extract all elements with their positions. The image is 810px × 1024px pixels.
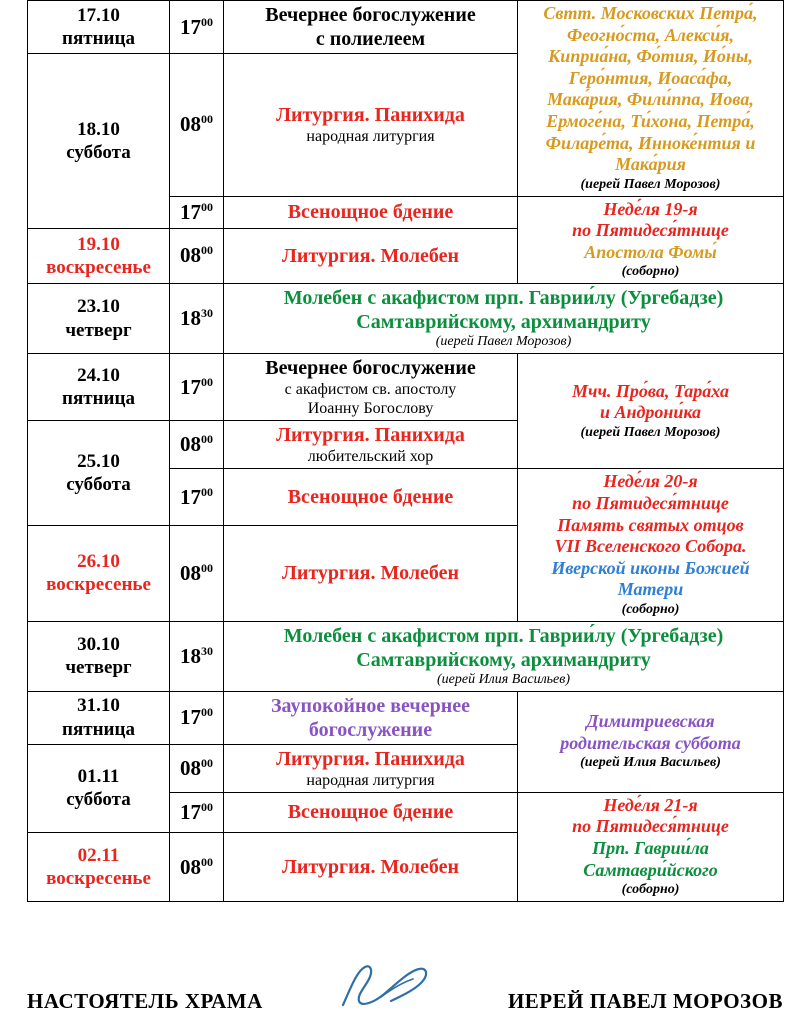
service-cell	[224, 1, 518, 54]
note-line: Неде́ля 20-я	[603, 471, 698, 492]
service-line: Молебен с акафистом прп. Гаврии́лу (Ургебадзе)	[283, 287, 724, 310]
time-minutes: 30	[201, 306, 213, 321]
note-cell	[518, 469, 784, 621]
service-line: народная литургия	[306, 771, 435, 789]
date-day: 01.11	[77, 766, 120, 788]
note-line: Мака́рия, Фили́ппа, Иова,	[547, 89, 754, 110]
service-cell	[224, 691, 518, 744]
time-minutes: 00	[201, 112, 213, 127]
service-line: Литургия. Молебен	[281, 562, 460, 585]
date-cell	[28, 421, 170, 525]
time-cell	[170, 525, 224, 621]
date-weekday: пятница	[62, 718, 135, 740]
date-weekday: суббота	[66, 789, 131, 811]
time-minutes: 00	[201, 560, 213, 575]
service-cell	[224, 353, 518, 420]
service-line: Иоанну Богослову	[307, 400, 434, 418]
service-line: любительский хор	[307, 448, 434, 466]
date-weekday: пятница	[62, 28, 135, 49]
footer	[0, 962, 810, 1018]
time-cell	[170, 228, 224, 283]
service-line: Самтаврийскому, архимандриту	[356, 311, 651, 334]
note-footnote: (соборно)	[621, 602, 680, 618]
time-minutes: 00	[201, 484, 213, 499]
time-hours: 17	[180, 484, 201, 509]
service-cell	[224, 228, 518, 283]
service-line: народная литургия	[306, 128, 435, 146]
date-day: 25.10	[77, 450, 120, 472]
service-line: Литургия. Молебен	[281, 856, 460, 879]
service-line: Всенощное бдение	[287, 201, 454, 224]
time-cell	[170, 1, 224, 54]
service-cell	[224, 833, 518, 902]
note-line: по Пятидеся́тнице	[572, 220, 729, 241]
time-minutes: 00	[201, 432, 213, 447]
date-weekday: воскресенье	[46, 256, 151, 278]
time-cell	[170, 54, 224, 197]
date-day: 02.11	[77, 844, 120, 866]
service-line: Молебен с акафистом прп. Гаврии́лу (Ургебадзе)	[283, 624, 724, 647]
date-cell	[28, 228, 170, 283]
service-cell	[224, 284, 784, 354]
note-line: и Андрони́ка	[599, 402, 702, 423]
service-schedule-table	[27, 0, 784, 902]
date-weekday: воскресенье	[46, 868, 151, 890]
time-cell	[170, 691, 224, 744]
time-minutes: 30	[201, 643, 213, 658]
note-line: Самтаври́йского	[583, 859, 718, 880]
note-footnote: (соборно)	[621, 882, 680, 898]
note-line: Геро́нтия, Иоаса́фа,	[568, 67, 733, 88]
service-line: с полиелеем	[315, 28, 426, 50]
time-cell	[170, 792, 224, 832]
time-hours: 17	[180, 199, 201, 224]
service-line: Вечернее богослужение	[265, 356, 476, 379]
date-weekday: четверг	[65, 319, 132, 341]
table-row	[28, 1, 784, 54]
time-cell	[170, 196, 224, 228]
note-line: родительская суббота	[560, 732, 741, 753]
date-day: 19.10	[77, 233, 120, 255]
date-cell	[28, 353, 170, 420]
date-day: 17.10	[77, 4, 120, 26]
note-line: по Пятидеся́тнице	[572, 816, 729, 837]
date-day: 24.10	[77, 364, 120, 386]
note-cell	[518, 353, 784, 469]
date-weekday: воскресенье	[46, 574, 151, 596]
note-line: Иверской иконы Божией	[551, 557, 750, 578]
time-minutes: 00	[201, 799, 213, 814]
date-day: 26.10	[77, 551, 120, 573]
service-line: Заупокойное вечернее	[271, 694, 470, 717]
service-line: (иерей Илия Васильев)	[436, 671, 570, 687]
service-line: Литургия. Панихида	[276, 104, 465, 127]
time-hours: 17	[180, 705, 201, 730]
time-hours: 08	[180, 854, 201, 879]
note-footnote: (иерей Павел Морозов)	[580, 176, 721, 192]
table-row	[28, 284, 784, 354]
time-hours: 08	[180, 432, 201, 457]
time-hours: 18	[180, 643, 201, 668]
date-weekday: пятница	[62, 388, 135, 410]
note-footnote: (соборно)	[621, 264, 680, 280]
time-minutes: 00	[201, 705, 213, 720]
date-cell	[28, 691, 170, 744]
service-line: Литургия. Молебен	[281, 244, 460, 267]
date-cell	[28, 833, 170, 902]
service-line: Литургия. Панихида	[276, 747, 465, 770]
service-cell	[224, 469, 518, 525]
time-minutes: 00	[201, 14, 213, 29]
service-line: с акафистом св. апостолу	[284, 380, 457, 398]
time-cell	[170, 469, 224, 525]
time-cell	[170, 833, 224, 902]
service-cell	[224, 421, 518, 469]
time-cell	[170, 284, 224, 354]
date-day: 31.10	[77, 695, 120, 717]
note-line: Апостола Фомы́	[584, 241, 717, 262]
date-cell	[28, 1, 170, 54]
note-footnote: (иерей Илия Васильев)	[580, 755, 721, 771]
date-weekday: четверг	[65, 657, 132, 679]
note-cell	[518, 792, 784, 901]
time-minutes: 00	[201, 755, 213, 770]
note-line: Память святых отцов	[557, 514, 744, 535]
date-cell	[28, 284, 170, 354]
date-cell	[28, 744, 170, 832]
date-day: 18.10	[77, 118, 120, 140]
note-line: Киприа́на, Фо́тия, Ио́ны,	[548, 46, 753, 67]
note-line: Свтт. Московских Петра́,	[543, 3, 758, 23]
time-hours: 08	[180, 112, 201, 137]
table-row	[28, 691, 784, 744]
note-line: Мака́рия	[615, 154, 686, 175]
time-hours: 08	[180, 755, 201, 780]
note-footnote: (иерей Павел Морозов)	[580, 424, 721, 440]
signature-icon	[325, 957, 445, 1018]
note-line: Димитриевская	[586, 711, 715, 732]
date-cell	[28, 621, 170, 691]
service-line: богослужение	[308, 718, 433, 741]
note-line: Феогно́ста, Алекси́я,	[566, 24, 735, 45]
time-minutes: 00	[201, 243, 213, 258]
date-day: 23.10	[77, 296, 120, 318]
note-line: Матери	[617, 579, 684, 600]
table-row	[28, 621, 784, 691]
note-cell	[518, 1, 784, 197]
table-row	[28, 353, 784, 420]
note-line: Неде́ля 21-я	[603, 794, 698, 815]
note-line: Прп. Гаврии́ла	[592, 838, 709, 859]
time-cell	[170, 621, 224, 691]
time-hours: 18	[180, 306, 201, 331]
note-line: Мчч. Про́ва, Тара́ха	[572, 380, 729, 401]
time-cell	[170, 421, 224, 469]
service-cell	[224, 525, 518, 621]
time-hours: 08	[180, 243, 201, 268]
date-day: 30.10	[77, 634, 120, 656]
service-cell	[224, 621, 784, 691]
service-line: Литургия. Панихида	[276, 424, 465, 447]
time-hours: 17	[180, 799, 201, 824]
note-line: по Пятидеся́тнице	[572, 493, 729, 514]
date-weekday: суббота	[66, 473, 131, 495]
footer-right-label: ИЕРЕЙ ПАВЕЛ МОРОЗОВ	[507, 989, 783, 1013]
service-line: (иерей Павел Морозов)	[435, 334, 572, 350]
time-minutes: 00	[201, 374, 213, 389]
service-line: Самтаврийскому, архимандриту	[356, 648, 651, 671]
time-hours: 08	[180, 560, 201, 585]
note-line: Неде́ля 19-я	[603, 198, 698, 219]
time-minutes: 00	[201, 199, 213, 214]
note-line: VII Вселенского Собора.	[554, 536, 747, 557]
date-weekday: суббота	[66, 141, 131, 163]
service-line: Всенощное бдение	[287, 486, 454, 509]
service-cell	[224, 792, 518, 832]
service-cell	[224, 744, 518, 792]
note-cell	[518, 196, 784, 284]
service-line: Вечернее богослужение	[265, 4, 476, 26]
time-minutes: 00	[201, 854, 213, 869]
time-hours: 17	[180, 14, 201, 39]
time-cell	[170, 353, 224, 420]
service-line: Всенощное бдение	[287, 801, 454, 824]
time-hours: 17	[180, 374, 201, 399]
note-line: Филаре́та, Инноке́нтия и	[545, 132, 756, 153]
service-cell	[224, 196, 518, 228]
time-cell	[170, 744, 224, 792]
service-cell	[224, 54, 518, 197]
note-line: Ермоге́на, Ти́хона, Петра́,	[546, 110, 755, 131]
footer-left-label: НАСТОЯТЕЛЬ ХРАМА	[27, 989, 263, 1013]
date-cell	[28, 525, 170, 621]
note-cell	[518, 691, 784, 792]
date-cell	[28, 54, 170, 229]
